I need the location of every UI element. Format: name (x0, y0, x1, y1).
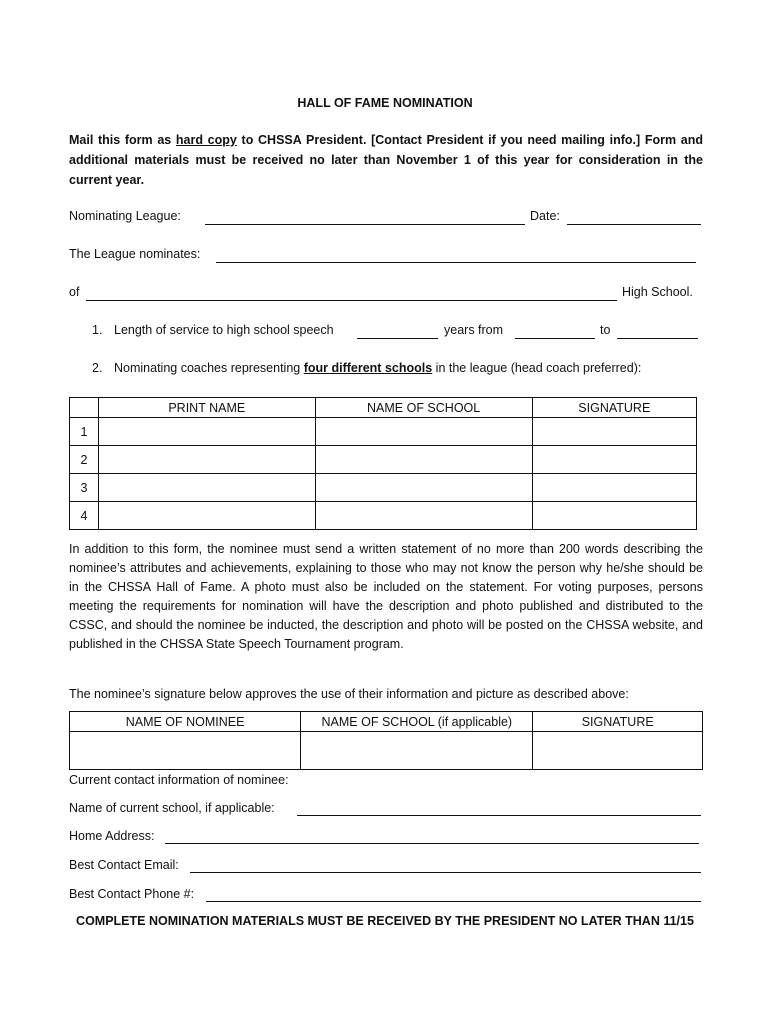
signature-cell[interactable] (532, 446, 696, 474)
email-field[interactable] (190, 872, 701, 873)
coaches-number-header (70, 398, 99, 418)
signature-header: SIGNATURE (532, 398, 696, 418)
row-number: 4 (70, 502, 99, 530)
footer-notice: COMPLETE NOMINATION MATERIALS MUST BE RECEIVED BY THE PRESIDENT NO LATER THAN 11/15 (76, 914, 694, 928)
print-name-cell[interactable] (98, 418, 315, 446)
school-name-cell[interactable] (315, 418, 532, 446)
nominee-school-cell[interactable] (301, 732, 533, 770)
item2-text-after: in the league (head coach preferred): (432, 361, 642, 375)
phone-label: Best Contact Phone #: (69, 887, 195, 901)
email-label: Best Contact Email: (69, 858, 179, 872)
form-title: HALL OF FAME NOMINATION (297, 96, 473, 110)
item2-bold-text: four different schools (303, 361, 433, 375)
nominee-signature-header: SIGNATURE (533, 712, 703, 732)
service-length-field[interactable] (357, 338, 438, 339)
home-address-label: Home Address: (69, 829, 155, 843)
table-row (70, 474, 697, 502)
table-row (70, 732, 703, 770)
table-row (70, 446, 697, 474)
current-school-field[interactable] (297, 815, 701, 816)
item2-number: 2. (92, 361, 103, 375)
of-label: of (69, 285, 80, 299)
signature-cell[interactable] (532, 474, 696, 502)
nominating-league-label: Nominating League: (69, 209, 181, 223)
print-name-cell[interactable] (98, 502, 315, 530)
intro-text-2: to CHSSA President. [Contact President if you need mailing info.] Form and additional materials must be received no later than November 1 of this year for consideration in the current year. (69, 133, 703, 187)
print-name-cell[interactable] (98, 446, 315, 474)
years-to-field[interactable] (617, 338, 698, 339)
phone-field[interactable] (206, 901, 701, 902)
signature-cell[interactable] (532, 418, 696, 446)
statement-paragraph: In addition to this form, the nominee must send a written statement of no more than 200 words describing the nominee’s attributes and achievements, explaining to those who may not know the person why he/she should be in the CHSSA Hall of Fame. A photo must also be included on the statement. For voting purposes, persons meeting the requirements for nomination will have the description and photo published and distributed to the CSSC, and should the nominee be inducted, the description and photo will be posted on the CHSSA website, and published in the CHSSA State Speech Tournament program. (69, 542, 703, 651)
nominee-signature-cell[interactable] (533, 732, 703, 770)
current-school-label: Name of current school, if applicable: (69, 801, 275, 815)
school-name-header: NAME OF SCHOOL (315, 398, 532, 418)
nominee-table-header-row (70, 712, 703, 732)
intro-underlined: hard copy (175, 133, 237, 147)
league-nominates-field[interactable] (216, 262, 696, 263)
league-nominates-label: The League nominates: (69, 247, 201, 261)
row-number: 1 (70, 418, 99, 446)
years-from-label: years from (444, 323, 504, 337)
home-address-field[interactable] (165, 843, 699, 844)
item2-text-before: Nominating coaches representing (114, 361, 304, 375)
item1-text: Length of service to high school speech (114, 323, 334, 337)
years-from-field[interactable] (515, 338, 595, 339)
intro-paragraph (69, 130, 703, 190)
date-field[interactable] (567, 224, 701, 225)
nominee-table (69, 711, 703, 770)
nominee-name-cell[interactable] (70, 732, 301, 770)
school-name-cell[interactable] (315, 502, 532, 530)
date-label: Date: (530, 209, 560, 223)
nominating-league-field[interactable] (205, 224, 525, 225)
nominee-school-header: NAME OF SCHOOL (if applicable) (301, 712, 533, 732)
intro-text-1: Mail this form as (69, 133, 176, 147)
nominee-name-header: NAME OF NOMINEE (70, 712, 301, 732)
item1-number: 1. (92, 323, 103, 337)
coaches-table (69, 397, 697, 530)
print-name-cell[interactable] (98, 474, 315, 502)
to-label: to (600, 323, 611, 337)
contact-heading: Current contact information of nominee: (69, 773, 289, 787)
coaches-table-header-row (70, 398, 697, 418)
print-name-header: PRINT NAME (98, 398, 315, 418)
signature-cell[interactable] (532, 502, 696, 530)
signature-note: The nominee’s signature below approves the use of their information and picture as described above: (69, 687, 629, 701)
row-number: 3 (70, 474, 99, 502)
high-school-label: High School. (622, 285, 693, 299)
table-row (70, 502, 697, 530)
school-name-cell[interactable] (315, 446, 532, 474)
school-name-cell[interactable] (315, 474, 532, 502)
high-school-field[interactable] (86, 300, 617, 301)
row-number: 2 (70, 446, 99, 474)
table-row (70, 418, 697, 446)
item2-text (114, 361, 641, 375)
